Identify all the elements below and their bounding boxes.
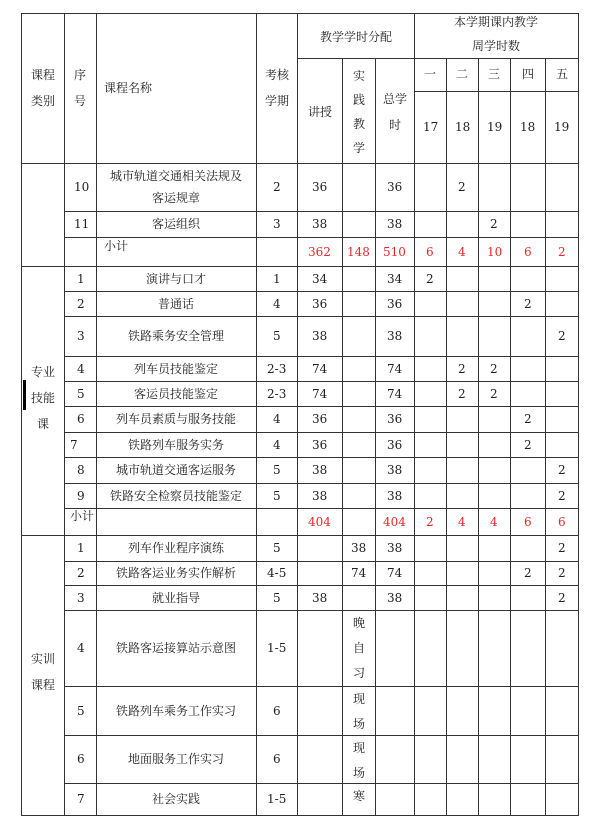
row-s2-subtotal-week-2: 4 bbox=[458, 515, 466, 529]
row-s1-2-lecture: 38 bbox=[312, 217, 328, 231]
row-s1-subtotal-practice: 148 bbox=[347, 245, 370, 259]
grid-line bbox=[21, 13, 22, 816]
row-s3-6-practice: 场 bbox=[353, 766, 366, 780]
grid-line bbox=[21, 163, 579, 164]
row-s2-7-name: 铁路列车服务实务 bbox=[128, 438, 225, 452]
grid-line bbox=[21, 815, 65, 816]
row-s1-2-total: 38 bbox=[387, 217, 403, 231]
row-s2-3-lecture: 38 bbox=[312, 329, 328, 343]
row-s1-2-no: 11 bbox=[74, 217, 90, 231]
row-s1-subtotal-week-4: 6 bbox=[524, 245, 532, 259]
row-s2-3-name: 铁路乘务安全管理 bbox=[128, 329, 225, 343]
grid-line bbox=[64, 291, 579, 292]
header-total: 总学 bbox=[383, 92, 408, 106]
grid-line bbox=[414, 13, 415, 816]
row-s2-7-week-4: 2 bbox=[524, 438, 532, 452]
header-total: 时 bbox=[389, 118, 402, 132]
row-s3-2-week-5: 2 bbox=[558, 566, 566, 580]
row-s2-7-exam: 4 bbox=[273, 438, 281, 452]
row-s3-1-no: 1 bbox=[77, 541, 85, 555]
row-s2-8-name: 城市轨道交通客运服务 bbox=[116, 463, 237, 477]
row-s3-6-name: 地面服务工作实习 bbox=[128, 752, 225, 766]
header-exam-term: 学期 bbox=[265, 94, 290, 108]
grid-line bbox=[21, 266, 579, 267]
row-s2-5-week-2: 2 bbox=[458, 387, 466, 401]
row-s2-subtotal-total: 404 bbox=[383, 515, 406, 529]
header-term-5: 五 bbox=[556, 67, 569, 81]
row-s2-5-no: 5 bbox=[77, 387, 85, 401]
row-s2-1-lecture: 34 bbox=[312, 272, 328, 286]
row-s2-subtotal-label: 小计 bbox=[70, 509, 95, 523]
header-seq: 序 bbox=[74, 68, 87, 82]
header-exam-term: 考核 bbox=[265, 68, 290, 82]
grid-line bbox=[578, 13, 579, 816]
row-s3-7-exam: 1-5 bbox=[267, 792, 287, 806]
grid-line bbox=[256, 13, 257, 816]
header-practice: 践 bbox=[353, 93, 366, 107]
row-s3-5-no: 5 bbox=[77, 704, 85, 718]
grid-line bbox=[64, 432, 579, 433]
grid-line bbox=[446, 58, 447, 816]
row-s1-subtotal-total: 510 bbox=[383, 245, 406, 259]
row-s1-2-name: 客运组织 bbox=[152, 217, 201, 231]
row-s3-5-practice: 现 bbox=[353, 692, 366, 706]
row-s2-subtotal-week-5: 6 bbox=[558, 515, 566, 529]
section3-category: 课程 bbox=[31, 678, 56, 692]
row-s1-1-no: 10 bbox=[74, 180, 90, 194]
grid-line bbox=[414, 91, 579, 92]
row-s2-9-total: 38 bbox=[387, 489, 403, 503]
header-term-weeks-1: 17 bbox=[423, 120, 439, 134]
row-s2-3-no: 3 bbox=[77, 329, 85, 343]
grid-line bbox=[64, 237, 579, 238]
header-hours-alloc: 教学学时分配 bbox=[320, 30, 393, 44]
header-seq: 号 bbox=[74, 94, 87, 108]
row-s2-subtotal-lecture: 404 bbox=[308, 515, 331, 529]
row-s2-9-lecture: 38 bbox=[312, 489, 328, 503]
header-category: 类别 bbox=[31, 94, 56, 108]
row-s2-1-exam: 1 bbox=[273, 272, 281, 286]
row-s3-5-name: 铁路列车乘务工作实习 bbox=[116, 704, 237, 718]
grid-line bbox=[64, 356, 579, 357]
grid-line bbox=[21, 535, 579, 536]
row-s1-subtotal-week-2: 4 bbox=[458, 245, 466, 259]
row-s1-subtotal-week-3: 10 bbox=[487, 245, 503, 259]
grid-line bbox=[510, 58, 511, 816]
header-practice: 学 bbox=[353, 141, 366, 155]
grid-line bbox=[21, 13, 579, 14]
row-s3-6-no: 6 bbox=[77, 752, 85, 766]
row-s2-4-week-3: 2 bbox=[490, 362, 498, 376]
header-practice: 实 bbox=[353, 69, 366, 83]
grid-line bbox=[297, 58, 415, 59]
row-s2-7-total: 36 bbox=[387, 438, 403, 452]
header-lecture: 讲授 bbox=[308, 105, 333, 119]
row-s2-6-week-4: 2 bbox=[524, 412, 532, 426]
section-marker bbox=[23, 380, 26, 410]
row-s3-1-practice: 38 bbox=[351, 541, 367, 555]
grid-line bbox=[545, 58, 546, 816]
row-s1-subtotal-week-5: 2 bbox=[558, 245, 566, 259]
grid-line bbox=[375, 58, 376, 816]
row-s3-2-exam: 4-5 bbox=[267, 566, 287, 580]
row-s3-2-name: 铁路客运业务实作解析 bbox=[116, 566, 237, 580]
row-s2-6-name: 列车员素质与服务技能 bbox=[116, 412, 237, 426]
row-s2-subtotal-week-4: 6 bbox=[524, 515, 532, 529]
row-s3-4-practice: 习 bbox=[353, 666, 366, 680]
row-s3-3-name: 就业指导 bbox=[152, 591, 201, 605]
row-s2-1-total: 34 bbox=[387, 272, 403, 286]
row-s3-6-exam: 6 bbox=[273, 752, 281, 766]
row-s3-3-total: 38 bbox=[387, 591, 403, 605]
row-s2-7-no: 7 bbox=[70, 438, 78, 452]
section2-category: 技能 bbox=[31, 391, 56, 405]
row-s3-7-name: 社会实践 bbox=[152, 792, 201, 806]
row-s2-5-total: 74 bbox=[387, 387, 403, 401]
row-s2-1-name: 演讲与口才 bbox=[146, 272, 207, 286]
row-s3-1-total: 38 bbox=[387, 541, 403, 555]
grid-line bbox=[96, 13, 97, 816]
header-weekly: 本学期课内教学 bbox=[454, 15, 539, 29]
row-s2-8-no: 8 bbox=[77, 463, 85, 477]
row-s2-3-week-5: 2 bbox=[558, 329, 566, 343]
row-s2-3-exam: 5 bbox=[273, 329, 281, 343]
header-term-weeks-3: 19 bbox=[487, 120, 503, 134]
row-s2-4-exam: 2-3 bbox=[267, 362, 287, 376]
row-s1-subtotal-lecture: 362 bbox=[308, 245, 331, 259]
row-s1-subtotal-week-1: 6 bbox=[426, 245, 434, 259]
row-s3-5-exam: 6 bbox=[273, 704, 281, 718]
row-s2-4-lecture: 74 bbox=[312, 362, 328, 376]
row-s2-4-name: 列车员技能鉴定 bbox=[134, 362, 219, 376]
grid-line bbox=[64, 610, 579, 611]
row-s3-3-no: 3 bbox=[77, 591, 85, 605]
grid-line bbox=[64, 211, 579, 212]
row-s3-3-week-5: 2 bbox=[558, 591, 566, 605]
row-s2-8-exam: 5 bbox=[273, 463, 281, 477]
row-s1-subtotal-label: 小计 bbox=[104, 239, 129, 253]
row-s1-1-lecture: 36 bbox=[312, 180, 328, 194]
row-s3-2-no: 2 bbox=[77, 566, 85, 580]
grid-line bbox=[64, 561, 579, 562]
grid-line bbox=[342, 58, 343, 816]
grid-line bbox=[478, 58, 479, 816]
row-s3-3-exam: 5 bbox=[273, 591, 281, 605]
row-s3-4-exam: 1-5 bbox=[267, 641, 287, 655]
header-course-name: 课程名称 bbox=[104, 81, 153, 95]
row-s2-4-total: 74 bbox=[387, 362, 403, 376]
row-s3-5-practice: 场 bbox=[353, 717, 366, 731]
grid-line bbox=[64, 508, 579, 509]
header-practice: 教 bbox=[353, 117, 366, 131]
row-s1-1-name: 城市轨道交通相关法规及 bbox=[110, 169, 243, 183]
row-s3-1-exam: 5 bbox=[273, 541, 281, 555]
row-s1-1-week-2: 2 bbox=[458, 180, 466, 194]
row-s2-6-exam: 4 bbox=[273, 412, 281, 426]
section3-category: 实训 bbox=[31, 652, 56, 666]
header-term-weeks-5: 19 bbox=[554, 120, 570, 134]
row-s2-2-exam: 4 bbox=[273, 297, 281, 311]
grid-line bbox=[64, 815, 579, 816]
row-s2-1-week-1: 2 bbox=[426, 272, 434, 286]
row-s3-7-no: 7 bbox=[77, 792, 85, 806]
grid-line bbox=[64, 783, 579, 784]
row-s1-2-exam: 3 bbox=[273, 217, 281, 231]
grid-line bbox=[64, 585, 579, 586]
row-s1-1-total: 36 bbox=[387, 180, 403, 194]
row-s2-4-no: 4 bbox=[77, 362, 85, 376]
row-s2-5-name: 客运员技能鉴定 bbox=[134, 387, 219, 401]
row-s2-3-total: 38 bbox=[387, 329, 403, 343]
grid-line bbox=[64, 457, 579, 458]
grid-line bbox=[64, 686, 579, 687]
row-s2-9-exam: 5 bbox=[273, 489, 281, 503]
grid-line bbox=[64, 735, 579, 736]
row-s2-6-lecture: 36 bbox=[312, 412, 328, 426]
row-s2-6-total: 36 bbox=[387, 412, 403, 426]
header-term-1: 一 bbox=[424, 67, 437, 81]
row-s3-3-lecture: 38 bbox=[312, 591, 328, 605]
grid-line bbox=[297, 13, 298, 816]
row-s2-2-name: 普通话 bbox=[158, 297, 195, 311]
row-s2-9-week-5: 2 bbox=[558, 489, 566, 503]
header-category: 课程 bbox=[31, 68, 56, 82]
section2-category: 课 bbox=[37, 417, 50, 431]
row-s2-2-total: 36 bbox=[387, 297, 403, 311]
row-s2-subtotal-week-1: 2 bbox=[426, 515, 434, 529]
header-term-3: 三 bbox=[488, 67, 501, 81]
row-s2-subtotal-week-3: 4 bbox=[490, 515, 498, 529]
row-s3-4-no: 4 bbox=[77, 641, 85, 655]
header-term-2: 二 bbox=[456, 67, 469, 81]
row-s3-7-practice: 寒 bbox=[353, 789, 366, 803]
row-s3-1-week-5: 2 bbox=[558, 541, 566, 555]
row-s2-8-total: 38 bbox=[387, 463, 403, 477]
row-s3-4-practice: 自 bbox=[353, 641, 366, 655]
row-s2-5-exam: 2-3 bbox=[267, 387, 287, 401]
grid-line bbox=[64, 483, 579, 484]
row-s2-8-week-5: 2 bbox=[558, 463, 566, 477]
row-s1-1-name: 客运规章 bbox=[152, 191, 201, 205]
row-s2-9-no: 9 bbox=[77, 489, 85, 503]
row-s2-2-week-4: 2 bbox=[524, 297, 532, 311]
grid-line bbox=[64, 13, 65, 816]
grid-line bbox=[64, 381, 579, 382]
row-s1-2-week-3: 2 bbox=[490, 217, 498, 231]
row-s3-2-practice: 74 bbox=[351, 566, 367, 580]
row-s3-1-name: 列车作业程序演练 bbox=[128, 541, 225, 555]
row-s3-2-week-4: 2 bbox=[524, 566, 532, 580]
header-term-4: 四 bbox=[522, 67, 535, 81]
row-s2-2-no: 2 bbox=[77, 297, 85, 311]
row-s2-4-week-2: 2 bbox=[458, 362, 466, 376]
row-s3-6-practice: 现 bbox=[353, 741, 366, 755]
row-s2-7-lecture: 36 bbox=[312, 438, 328, 452]
row-s2-8-lecture: 38 bbox=[312, 463, 328, 477]
header-term-weeks-2: 18 bbox=[455, 120, 471, 134]
row-s2-5-week-3: 2 bbox=[490, 387, 498, 401]
row-s2-9-name: 铁路安全检察员技能鉴定 bbox=[110, 489, 243, 503]
grid-line bbox=[64, 316, 579, 317]
header-term-weeks-4: 18 bbox=[520, 120, 536, 134]
row-s2-5-lecture: 74 bbox=[312, 387, 328, 401]
row-s3-2-total: 74 bbox=[387, 566, 403, 580]
row-s2-6-no: 6 bbox=[77, 412, 85, 426]
grid-line bbox=[414, 58, 579, 59]
row-s3-4-practice: 晚 bbox=[353, 616, 366, 630]
section2-category: 专业 bbox=[31, 365, 56, 379]
header-weekly: 周学时数 bbox=[472, 39, 521, 53]
row-s1-1-exam: 2 bbox=[273, 180, 281, 194]
row-s2-2-lecture: 36 bbox=[312, 297, 328, 311]
row-s3-4-name: 铁路客运接算站示意图 bbox=[116, 641, 237, 655]
row-s2-1-no: 1 bbox=[77, 272, 85, 286]
grid-line bbox=[64, 406, 579, 407]
